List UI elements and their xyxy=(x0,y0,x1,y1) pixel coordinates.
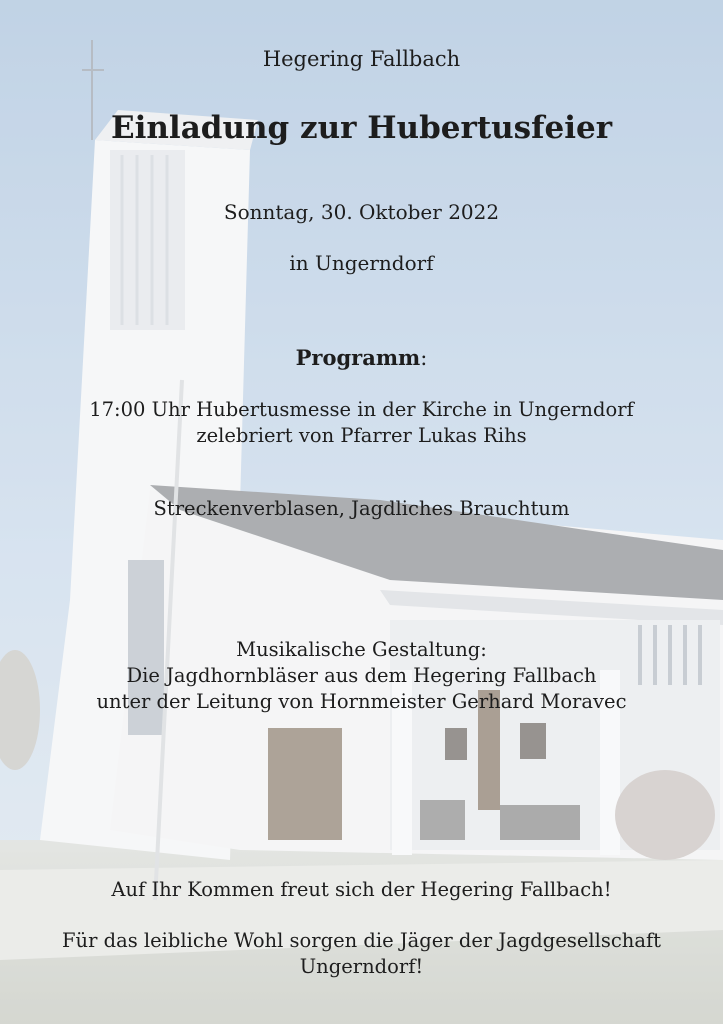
music-performers: Die Jagdhornbläser aus dem Hegering Fallbach xyxy=(126,664,597,687)
catering-line-1: Für das leibliche Wohl sorgen die Jäger der Jagdgesellschaft xyxy=(61,929,661,952)
welcome-line: Auf Ihr Kommen freut sich der Hegering Fallbach! xyxy=(111,878,612,901)
program-tradition: Streckenverblasen, Jagdliches Brauchtum xyxy=(153,497,570,520)
program-heading xyxy=(0,345,723,370)
music-director: unter der Leitung von Hornmeister Gerhard Moravec xyxy=(96,690,627,713)
program-mass-line-1: 17:00 Uhr Hubertusmesse in der Kirche in Ungerndorf xyxy=(89,398,634,421)
event-location: in Ungerndorf xyxy=(289,251,434,275)
program-heading-label: Programm xyxy=(295,345,421,370)
event-date: Sonntag, 30. Oktober 2022 xyxy=(223,200,500,224)
program-mass-line-2: zelebriert von Pfarrer Lukas Rihs xyxy=(196,424,527,447)
invitation-title: Einladung zur Hubertusfeier xyxy=(110,110,613,146)
organizer-name: Hegering Fallbach xyxy=(262,47,461,71)
program-heading-colon: : xyxy=(420,346,428,370)
music-heading: Musikalische Gestaltung: xyxy=(236,638,487,661)
catering-line-2: Ungerndorf! xyxy=(299,955,424,978)
